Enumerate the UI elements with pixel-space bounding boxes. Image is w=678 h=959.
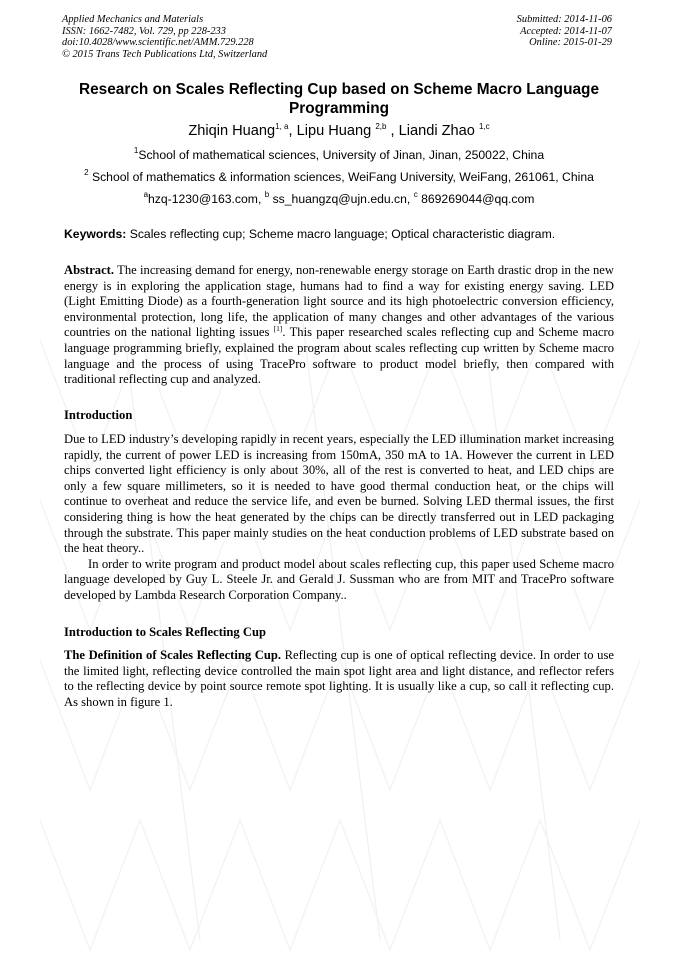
introduction-paragraph-1: Due to LED industry’s developing rapidly in recent years, especially the LED illumination market increasing rapidly, the current of power LED is increasing from 150mA, 350 mA to 1A. However the current in LED chips converted light efficiency is only about 30%, all of the rest is converted to heat, and LED chips are only a few square millimeters, so it is needed to have good thermal conduction heat, or the chips will continue to overheat and reduce the service life, and even be burned. Solving LED thermal issues, the first considering thing is how the heat generated by the chips can be directly transferred out in LED packaging through the substrate. This paper mainly studies on the heat conduction problems of LED substrate based on the heat theory.. [64,432,614,556]
affiliation-2 [30,170,648,184]
author-emails [30,192,648,206]
section-heading-scales-cup: Introduction to Scales Reflecting Cup [64,625,266,639]
submitted-date: Submitted: 2014-11-06 [516,14,612,25]
publication-dates [517,14,612,49]
definition-paragraph [64,648,614,710]
introduction-body [64,432,614,604]
author-name: Lipu Huang [296,123,372,139]
journal-info [62,14,267,60]
abstract-label: Abstract. [64,263,115,277]
journal-copyright: © 2015 Trans Tech Publications Ltd, Switzerland [62,48,268,60]
email-address: ss_huangzq@ujn.edu.cn, [272,192,411,206]
keywords-label: Keywords: [64,227,127,241]
author-affiliation-mark: 1, a [275,122,289,131]
email-address: 869269044@qq.com [421,192,535,206]
email-mark: a [143,190,149,199]
author-name: Zhiqin Huang [188,123,276,139]
definition-label: The Definition of Scales Reflecting Cup. [64,648,281,662]
affiliation-text: School of mathematical sciences, University of Jinan, Jinan, 250022, China [138,148,545,162]
email-mark: b [264,190,270,199]
journal-doi: doi:10.4028/www.scientific.net/AMM.729.228 [62,37,254,49]
section-heading-introduction: Introduction [64,408,133,422]
journal-name: Applied Mechanics and Materials [62,14,204,25]
accepted-date: Accepted: 2014-11-07 [520,25,612,37]
abstract-text: The increasing demand for energy, non-renewable energy storage on Earth drastic drop in the new energy is in exploring the application stage, humans had to find a way for existing energy saving. LED (Light Emitting Diode) as a fourth-generation light source and its high photoelectric conversion efficiency, environmental protection, long life, the application of many changes and other advantages of the various countries on the national lighting issues [64,263,614,340]
author-name: Liandi Zhao [398,123,475,139]
affiliation-text: School of mathematics & information sciences, WeiFang University, WeiFang, 261061, China [91,170,594,184]
definition-text: Reflecting cup is one of optical reflecting device. In order to use the limited light, reflecting device controlled the main spot light area and light distance, and reflector refers to the reflecting device by point source remote spot lighting. It is usually like a cup, so call it reflecting cup. As shown in figure 1. [64,648,614,709]
email-mark: c [413,190,418,199]
abstract-text-continued: . This paper researched scales reflecting cup and Scheme macro language programming briefly, explained the program about scales reflecting cup written by Scheme macro language and the process of using TracePro software to product model briefly, then compared with traditional reflecting cup and analyzed. [64,325,614,387]
author-affiliation-mark: 2,b [375,122,387,131]
journal-issn: ISSN: 1662-7482, Vol. 729, pp 228-233 [62,25,226,37]
affiliation-mark: 2 [84,168,89,177]
citation-ref: [1] [273,324,283,334]
introduction-paragraph-2: In order to write program and product model about scales reflecting cup, this paper used Scheme macro language developed by Guy L. Steele Jr. and Gerald J. Sussman who are from MIT and TracePro software developed by Lambda Research Corporation Company.. [64,556,614,602]
paper-title: Research on Scales Reflecting Cup based on Scheme Macro Language Programming [78,81,599,117]
email-address: hzq-1230@163.com, [148,192,262,206]
affiliation-1 [30,148,648,162]
author-affiliation-mark: 1,c [478,122,490,131]
author-list: Zhiqin Huang$^{1, a}$, Lipu Huang $^{2,b}$ , Liandi Zhao $^{1,c}$ [188,122,490,139]
keywords-text: Scales reflecting cup; Scheme macro language; Optical characteristic diagram. [129,227,556,241]
keywords [64,227,614,241]
affiliation-mark: 1 [133,146,139,155]
abstract [64,263,614,388]
online-date: Online: 2015-01-29 [529,37,612,49]
